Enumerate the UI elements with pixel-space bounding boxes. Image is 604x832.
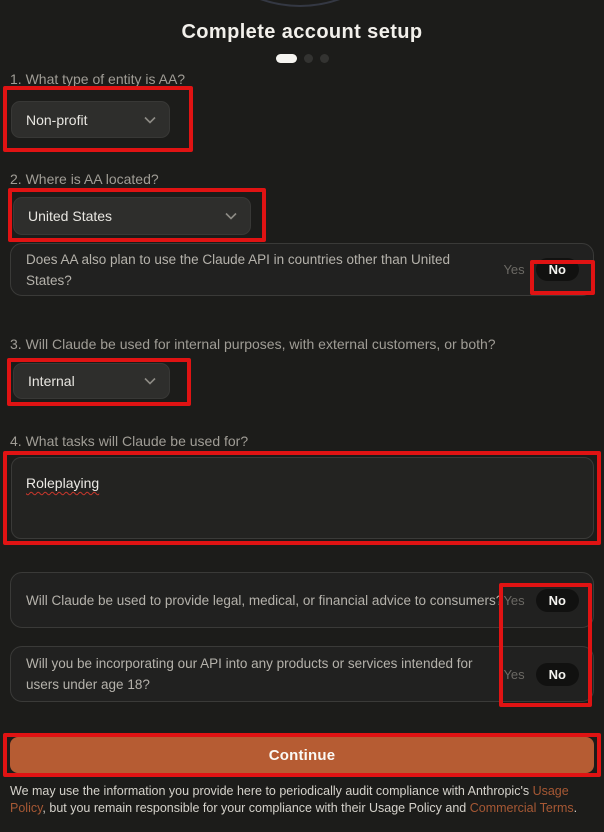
advice-card [10,572,594,628]
continue-button[interactable]: Continue [10,737,594,773]
minors-toggle [503,663,579,686]
progress-dot-2 [304,54,313,63]
entity-type-value: Non-profit [26,111,88,128]
yes-option[interactable]: Yes [503,666,525,682]
advice-question: Will Claude be used to provide legal, medical, or financial advice to consumers? [26,592,504,608]
entity-type-label: 1. What type of entity is AA? [10,71,186,87]
progress-dot-3 [320,54,329,63]
commercial-terms-link[interactable]: Commercial Terms [469,800,574,815]
location-value: United States [28,208,113,224]
usage-policy-link[interactable]: Usage Policy [10,784,569,815]
other-countries-card [10,243,594,296]
no-option-selected[interactable]: No [536,589,579,612]
entity-type-select[interactable] [11,101,170,138]
disclaimer-text: , but you remain responsible for your compliance with their Usage Policy and [42,800,470,815]
chevron-down-icon [225,212,237,220]
progress-steps [0,54,604,63]
no-option-selected[interactable]: No [536,663,579,686]
tasks-textarea[interactable] [11,457,594,539]
minors-card [10,646,594,702]
disclaimer-text: . [573,800,578,815]
page-title: Complete account setup [181,21,423,43]
usage-purpose-select[interactable] [13,363,170,399]
tasks-textarea-value: Roleplaying [26,475,100,491]
location-label: 2. Where is AA located? [10,171,159,187]
yes-option[interactable]: Yes [503,262,525,277]
other-countries-toggle [503,258,579,281]
other-countries-question: Does AA also plan to use the Claude API in countries other than United States? [26,251,451,288]
chevron-down-icon [144,116,156,124]
advice-toggle [503,589,579,612]
usage-purpose-value: Internal [28,373,75,389]
usage-purpose-label: 3. Will Claude be used for internal purposes, with external customers, or both? [10,336,496,352]
no-option-selected[interactable]: No [536,258,579,281]
tasks-label: 4. What tasks will Claude be used for? [10,433,249,449]
minors-question: Will you be incorporating our API into any products or services intended for users under age 18? [26,656,473,692]
yes-option[interactable]: Yes [503,592,525,608]
chevron-down-icon [144,377,156,385]
compliance-disclaimer [10,783,598,816]
progress-dot-active [276,54,297,63]
decorative-circle [182,0,418,7]
location-select[interactable] [13,197,251,235]
disclaimer-text: We may use the information you provide here to periodically audit compliance with Anthropic's [10,784,533,798]
